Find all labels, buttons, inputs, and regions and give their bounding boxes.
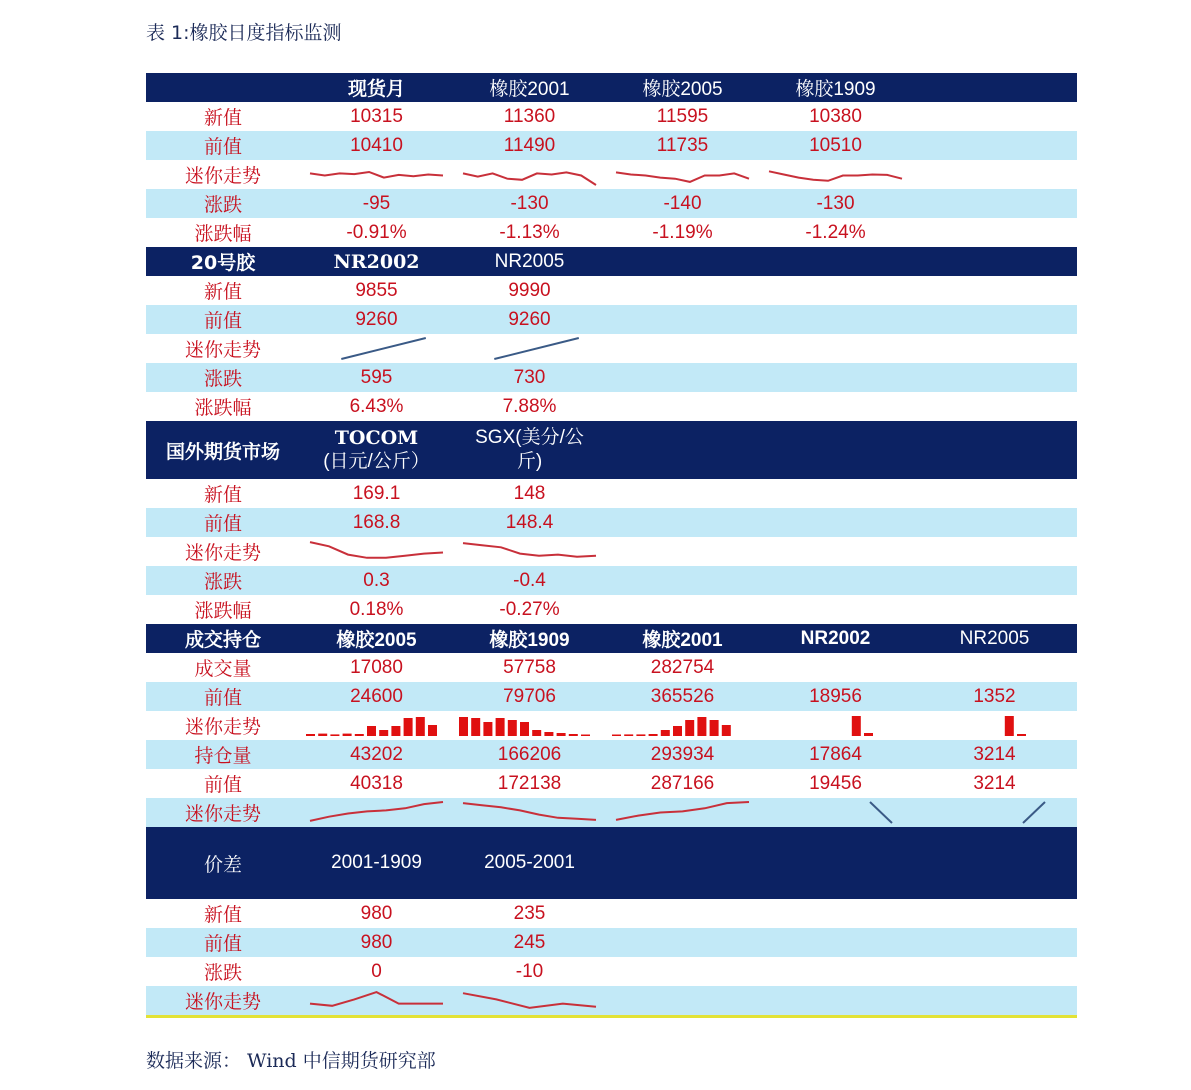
sparkbar [722,725,731,736]
empty-cell [759,899,912,928]
sparkbars [306,711,447,740]
sparkbar [428,725,437,736]
sparkline-cell [300,798,453,827]
header-line: TOCOM [334,427,419,449]
sparkbar [391,726,400,736]
value-cell: 148.4 [505,511,554,533]
sparkbars [459,711,600,740]
sparkline-cell [300,986,453,1015]
value-cell: 11490 [503,134,556,156]
row-label: 前值 [203,774,242,796]
sparkbar [710,720,719,736]
value-cell: 10510 [809,134,862,156]
sparkbar-cell [912,711,1077,740]
header-cell [912,421,1077,479]
empty-cell [912,334,1077,363]
empty-cell [606,479,759,508]
sparkbar [459,717,468,736]
value-cell: 980 [360,902,393,924]
row-label: 新值 [203,904,242,926]
empty-cell [759,566,912,595]
value-cell: 57758 [503,656,556,678]
value-cell: -1.13% [499,221,560,243]
sparkline [459,160,600,189]
empty-cell [912,305,1077,334]
sparkline-cell [453,334,606,363]
value-cell: 11360 [503,105,556,127]
value-cell: 172138 [497,772,562,794]
empty-cell [606,986,759,1015]
value-cell [759,653,912,682]
value-cell: 169.1 [352,482,401,504]
empty-cell [912,218,1077,247]
empty-cell [606,276,759,305]
sparkline [612,160,753,189]
value-cell: 293934 [650,743,715,765]
sparkline-cell [912,798,1077,827]
header-line: 斤) [516,451,543,472]
value-cell: 6.43% [349,395,404,417]
value-cell: 3214 [973,743,1016,765]
table-row [146,479,1077,508]
sparkline-cell [300,160,453,189]
sparkbar [404,718,413,736]
value-cell: 19456 [809,772,862,794]
value-cell: 11735 [656,134,709,156]
row-label: 迷你走势 [184,339,261,361]
header-cell [300,421,453,479]
value-cell: 10410 [350,134,403,156]
sparkbars [612,711,753,740]
header-cell [912,73,1077,102]
empty-cell [759,334,912,363]
value-cell: 79706 [503,685,556,707]
table-row [146,928,1077,957]
table-row [146,769,1077,798]
header-cell [759,421,912,479]
value-cell: 11595 [656,105,709,127]
row-label: 涨跌幅 [194,223,252,245]
sparkline-cell [606,798,759,827]
empty-cell [606,537,759,566]
empty-cell [759,392,912,421]
table-row [146,131,1077,160]
sparkline-path [494,338,579,359]
header-cell: 2005-2001 [484,852,575,873]
sparkbar-cell [300,711,453,740]
empty-cell [912,479,1077,508]
header-cell: 橡胶2005 [336,630,417,651]
sparkline [459,798,600,827]
sparkline-cell [300,334,453,363]
row-label: 持仓量 [194,745,252,767]
row-label: 前值 [203,687,242,709]
sparkbar [330,734,339,736]
sparkline-cell [759,160,912,189]
sparkbar [569,734,578,736]
header-cell: 国外期货市场 [165,440,280,463]
empty-cell [606,957,759,986]
empty-cell [759,986,912,1015]
section1-header [146,73,1077,102]
value-cell: -0.4 [513,569,546,591]
sparkbar [685,720,694,736]
header-cell [146,73,300,102]
value-cell: 10380 [809,105,862,127]
row-label: 涨跌 [203,571,242,593]
table-row [146,392,1077,421]
value-cell: 9855 [355,279,398,301]
value-cell: -0.27% [499,598,560,620]
table-row [146,102,1077,131]
value-cell: -1.19% [652,221,713,243]
sparkbar [355,734,364,736]
value-cell: 3214 [973,772,1016,794]
value-cell: -95 [362,192,391,214]
bottom-rule [146,1015,1077,1018]
section2-header [146,247,1077,276]
sparkbar [1017,734,1026,736]
sparkline [765,798,906,827]
header-cell [606,421,759,479]
sparkbar [318,734,327,736]
value-cell: 282754 [650,656,715,678]
header-cell: 成交持仓 [184,629,261,651]
sparkline-path [463,803,596,820]
sparkline-cell [300,537,453,566]
value-cell: 287166 [650,772,715,794]
table-row [146,566,1077,595]
empty-cell [912,392,1077,421]
sparkline [306,334,447,363]
table-caption: 表 1:橡胶日度指标监测 [146,22,342,44]
sparkline [306,986,447,1015]
header-cell: 20号胶 [190,252,256,274]
sparkline [459,537,600,566]
sparkbar-cell [453,711,606,740]
table-row [146,218,1077,247]
row-label: 迷你走势 [184,716,261,738]
row-label: 迷你走势 [184,542,261,564]
value-cell: -130 [510,192,549,214]
empty-cell [759,928,912,957]
empty-cell [606,305,759,334]
value-cell: 9990 [508,279,551,301]
header-cell [606,247,759,276]
empty-cell [912,131,1077,160]
empty-cell [606,566,759,595]
sparkbar [636,734,645,736]
sparkline-path [310,802,443,821]
header-cell: 价差 [203,853,242,876]
value-cell: 730 [513,366,546,388]
sparkline-cell [759,798,912,827]
empty-cell [606,392,759,421]
empty-cell [912,189,1077,218]
empty-cell [759,957,912,986]
header-cell: 现货月 [347,79,405,100]
section4-header [146,624,1077,653]
empty-cell [912,508,1077,537]
sparkline-path [463,172,596,185]
header-cell: NR2002 [333,250,420,273]
row-label: 迷你走势 [184,803,261,825]
value-cell: 0 [371,960,382,982]
sparkbar [673,726,682,736]
sparkbar [624,734,633,736]
empty-cell [912,566,1077,595]
empty-cell [606,334,759,363]
sparkline-path [616,172,749,182]
value-cell: 18956 [809,685,862,707]
header-line: (日元/公斤） [323,451,430,472]
header-cell: NR2005 [959,627,1030,649]
header-cell: 橡胶2001 [489,79,570,100]
sparkline-cell [453,160,606,189]
header-cell: NR2005 [494,250,565,272]
section3-header [146,421,1077,479]
section5-header [146,827,1077,899]
sparkbar [520,722,529,736]
empty-cell [912,363,1077,392]
header-cell [912,827,1077,899]
sparkline-path [310,992,443,1006]
sparkline [306,798,447,827]
table-row [146,682,1077,711]
sparkbars [918,711,1059,740]
empty-cell [759,305,912,334]
sparkbar [483,722,492,736]
sparkbar-cell [759,711,912,740]
sparkbar [581,735,590,737]
sparkbar [852,716,861,736]
sparkbar [649,734,658,736]
value-cell: 0.3 [363,569,390,591]
value-cell: -140 [663,192,702,214]
empty-cell [912,537,1077,566]
table-row [146,740,1077,769]
sparkline-path [341,338,426,359]
empty-cell [759,595,912,624]
sparkline-path [1023,802,1045,823]
sparkline-path [870,802,892,823]
sparkbar [306,734,315,736]
sparkline [765,160,906,189]
empty-cell [759,537,912,566]
sparkbar [697,717,706,736]
empty-cell [912,595,1077,624]
sparkline-path [310,542,443,558]
table-row [146,537,1077,566]
sparkline [306,537,447,566]
sparkline [459,334,600,363]
value-cell: 17864 [809,743,862,765]
sparkline-path [463,543,596,557]
value-cell: 24600 [350,685,403,707]
sparkbar [379,730,388,736]
table-row [146,595,1077,624]
sparkline-path [616,802,749,820]
value-cell: 166206 [497,743,562,765]
sparkline-path [769,171,902,181]
sparkline [612,798,753,827]
sparkbar [343,734,352,736]
header-cell [606,827,759,899]
sparkbar [864,733,873,736]
empty-cell [912,899,1077,928]
table-row [146,189,1077,218]
sparkbar [544,732,553,736]
table-row [146,653,1077,682]
sparkbar [416,717,425,736]
row-label: 涨跌幅 [194,397,252,419]
empty-cell [606,899,759,928]
header-cell: 橡胶2001 [642,630,723,651]
rubber-indicator-table [146,73,1077,1018]
value-cell: 10315 [350,105,403,127]
value-cell: -130 [816,192,855,214]
empty-cell [759,508,912,537]
sparkbar [471,718,480,736]
sparkline-cell [453,798,606,827]
table-row [146,798,1077,827]
table-row [146,363,1077,392]
empty-cell [759,363,912,392]
value-cell: 9260 [508,308,551,330]
row-label: 前值 [203,136,242,158]
empty-cell [912,160,1077,189]
header-cell: 橡胶2005 [642,79,723,100]
sparkline [306,160,447,189]
sparkline-cell [606,160,759,189]
sparkline-path [463,993,596,1008]
row-label: 涨跌 [203,368,242,390]
sparkbar [532,730,541,736]
empty-cell [912,957,1077,986]
header-cell: 2001-1909 [331,852,422,873]
row-label: 新值 [203,484,242,506]
value-cell: 40318 [350,772,403,794]
table-row [146,276,1077,305]
sparkbar [557,733,566,736]
value-cell: -10 [515,960,544,982]
sparkline-path [310,172,443,178]
row-label: 成交量 [194,658,252,680]
value-cell: 365526 [650,685,715,707]
header-cell [759,247,912,276]
sparkbar-cell [606,711,759,740]
empty-cell [759,276,912,305]
sparkbar [367,726,376,736]
value-cell: 1352 [973,685,1016,707]
data-source: 数据来源： Wind 中信期货研究部 [146,1050,436,1072]
row-label: 迷你走势 [184,991,261,1013]
value-cell: 7.88% [502,395,557,417]
empty-cell [912,102,1077,131]
row-label: 迷你走势 [184,165,261,187]
value-cell: 43202 [350,743,403,765]
table-row [146,334,1077,363]
empty-cell [759,479,912,508]
value-cell: 9260 [355,308,398,330]
row-label: 涨跌 [203,194,242,216]
value-cell: -1.24% [805,221,866,243]
sparkbar [612,735,621,737]
table-row [146,957,1077,986]
header-cell [453,421,606,479]
sparkline [459,986,600,1015]
sparkline-cell [453,537,606,566]
table-row [146,899,1077,928]
table-row [146,986,1077,1015]
table-row [146,305,1077,334]
value-cell: 168.8 [352,511,401,533]
row-label: 前值 [203,310,242,332]
value-cell: 980 [360,931,393,953]
sparkbar [1005,716,1014,736]
empty-cell [606,508,759,537]
empty-cell [606,595,759,624]
value-cell: 0.18% [349,598,404,620]
sparkline [918,798,1059,827]
empty-cell [606,928,759,957]
sparkbar [508,720,517,736]
empty-cell [912,276,1077,305]
row-label: 新值 [203,281,242,303]
table-row [146,508,1077,537]
header-cell [759,827,912,899]
value-cell [912,653,1077,682]
header-cell: 橡胶1909 [795,79,876,100]
header-cell: 橡胶1909 [489,630,570,651]
value-cell: 148 [513,482,546,504]
empty-cell [912,928,1077,957]
header-cell: NR2002 [800,627,871,649]
row-label: 前值 [203,933,242,955]
empty-cell [912,986,1077,1015]
row-label: 新值 [203,107,242,129]
row-label: 涨跌幅 [194,600,252,622]
value-cell: 17080 [350,656,403,678]
sparkbars [765,711,906,740]
empty-cell [606,363,759,392]
header-cell [912,247,1077,276]
table-row [146,711,1077,740]
sparkbar [496,718,505,736]
row-label: 涨跌 [203,962,242,984]
row-label: 前值 [203,513,242,535]
value-cell: -0.91% [346,221,407,243]
header-line: SGX(美分/公 [475,427,584,448]
value-cell: 235 [513,902,546,924]
value-cell: 595 [360,366,393,388]
sparkbar [661,730,670,736]
table-row [146,160,1077,189]
value-cell: 245 [513,931,546,953]
sparkline-cell [453,986,606,1015]
